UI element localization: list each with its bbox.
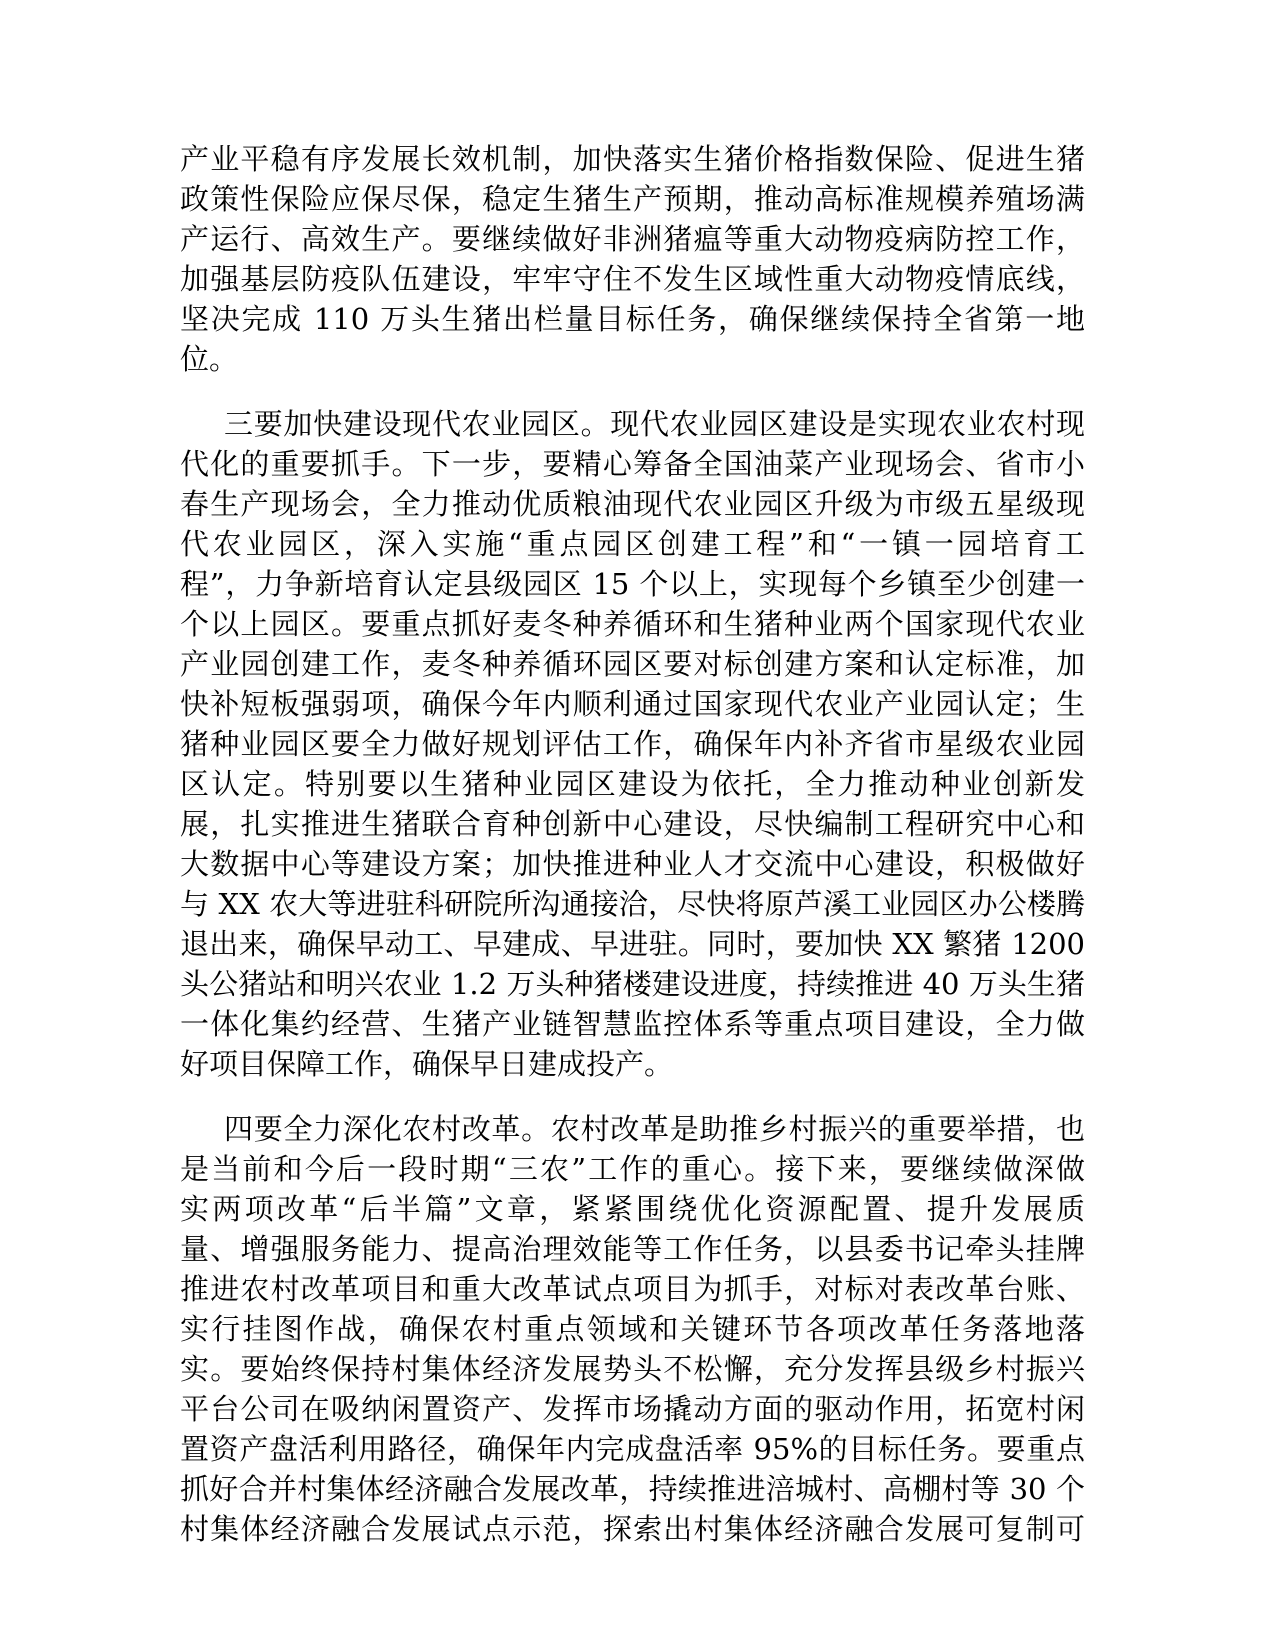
text-line: 代农业园区，深入实施“重点园区创建工程”和“一镇一园培育工 (180, 527, 1085, 561)
text-line: 推进农村改革项目和重大改革试点项目为抓手，对标对表改革台账、 (180, 1272, 1085, 1306)
text-line: 村集体经济融合发展试点示范，探索出村集体经济融合发展可复制可 (180, 1512, 1085, 1546)
text-line: 四要全力深化农村改革。农村改革是助推乡村振兴的重要举措，也 (224, 1112, 1085, 1146)
text-line: 春生产现场会，全力推动优质粮油现代农业园区升级为市级五星级现 (180, 487, 1085, 521)
text-line: 抓好合并村集体经济融合发展改革，持续推进涪城村、高棚村等 30 个 (180, 1472, 1085, 1506)
text-line: 个以上园区。要重点抓好麦冬种养循环和生猪种业两个国家现代农业 (180, 607, 1085, 641)
paragraph (180, 139, 1085, 379)
text-line: 产运行、高效生产。要继续做好非洲猪瘟等重大动物疫病防控工作， (180, 222, 1085, 256)
text-line: 产业平稳有序发展长效机制，加快落实生猪价格指数保险、促进生猪 (180, 142, 1085, 176)
text-line: 实。要始终保持村集体经济发展势头不松懈，充分发挥县级乡村振兴 (180, 1352, 1085, 1386)
text-line: 大数据中心等建设方案；加快推进种业人才交流中心建设，积极做好 (180, 847, 1085, 881)
text-line: 程”，力争新培育认定县级园区 15 个以上，实现每个乡镇至少创建一 (180, 567, 1085, 601)
text-line: 展，扎实推进生猪联合育种创新中心建设，尽快编制工程研究中心和 (180, 807, 1085, 841)
text-line: 政策性保险应保尽保，稳定生猪生产预期，推动高标准规模养殖场满 (180, 182, 1085, 216)
text-line: 三要加快建设现代农业园区。现代农业园区建设是实现农业农村现 (224, 407, 1085, 441)
text-line: 平台公司在吸纳闲置资产、发挥市场撬动方面的驱动作用，拓宽村闲 (180, 1392, 1085, 1426)
text-line: 猪种业园区要全力做好规划评估工作，确保年内补齐省市星级农业园 (180, 727, 1085, 761)
text-line: 代化的重要抓手。下一步，要精心筹备全国油菜产业现场会、省市小 (180, 447, 1085, 481)
text-line: 快补短板强弱项，确保今年内顺利通过国家现代农业产业园认定；生 (180, 687, 1085, 721)
text-line: 退出来，确保早动工、早建成、早进驻。同时，要加快 XX 繁猪 1200 (180, 927, 1085, 961)
text-line: 是当前和今后一段时期“三农”工作的重心。接下来，要继续做深做 (180, 1152, 1085, 1186)
text-line: 产业园创建工作，麦冬种养循环园区要对标创建方案和认定标准，加 (180, 647, 1085, 681)
text-line: 区认定。特别要以生猪种业园区建设为依托，全力推动种业创新发 (180, 767, 1085, 801)
text-line: 头公猪站和明兴农业 1.2 万头种猪楼建设进度，持续推进 40 万头生猪 (180, 967, 1085, 1001)
text-line: 好项目保障工作，确保早日建成投产。 (180, 1047, 674, 1081)
text-line: 与 XX 农大等进驻科研院所沟通接洽，尽快将原芦溪工业园区办公楼腾 (180, 887, 1085, 921)
paragraph (180, 404, 1085, 1084)
text-line: 实行挂图作战，确保农村重点领域和关键环节各项改革任务落地落 (180, 1312, 1085, 1346)
paragraph (180, 1109, 1085, 1549)
text-line: 坚决完成 110 万头生猪出栏量目标任务，确保继续保持全省第一地 (180, 302, 1085, 336)
text-line: 实两项改革“后半篇”文章，紧紧围绕优化资源配置、提升发展质 (180, 1192, 1085, 1226)
text-line: 加强基层防疫队伍建设，牢牢守住不发生区域性重大动物疫情底线， (180, 262, 1085, 296)
text-line: 置资产盘活利用路径，确保年内完成盘活率 95%的目标任务。要重点 (180, 1432, 1085, 1466)
document-body (180, 139, 1085, 1549)
text-line: 一体化集约经营、生猪产业链智慧监控体系等重点项目建设，全力做 (180, 1007, 1085, 1041)
text-line: 量、增强服务能力、提高治理效能等工作任务，以县委书记牵头挂牌 (180, 1232, 1085, 1266)
text-line: 位。 (180, 342, 239, 376)
